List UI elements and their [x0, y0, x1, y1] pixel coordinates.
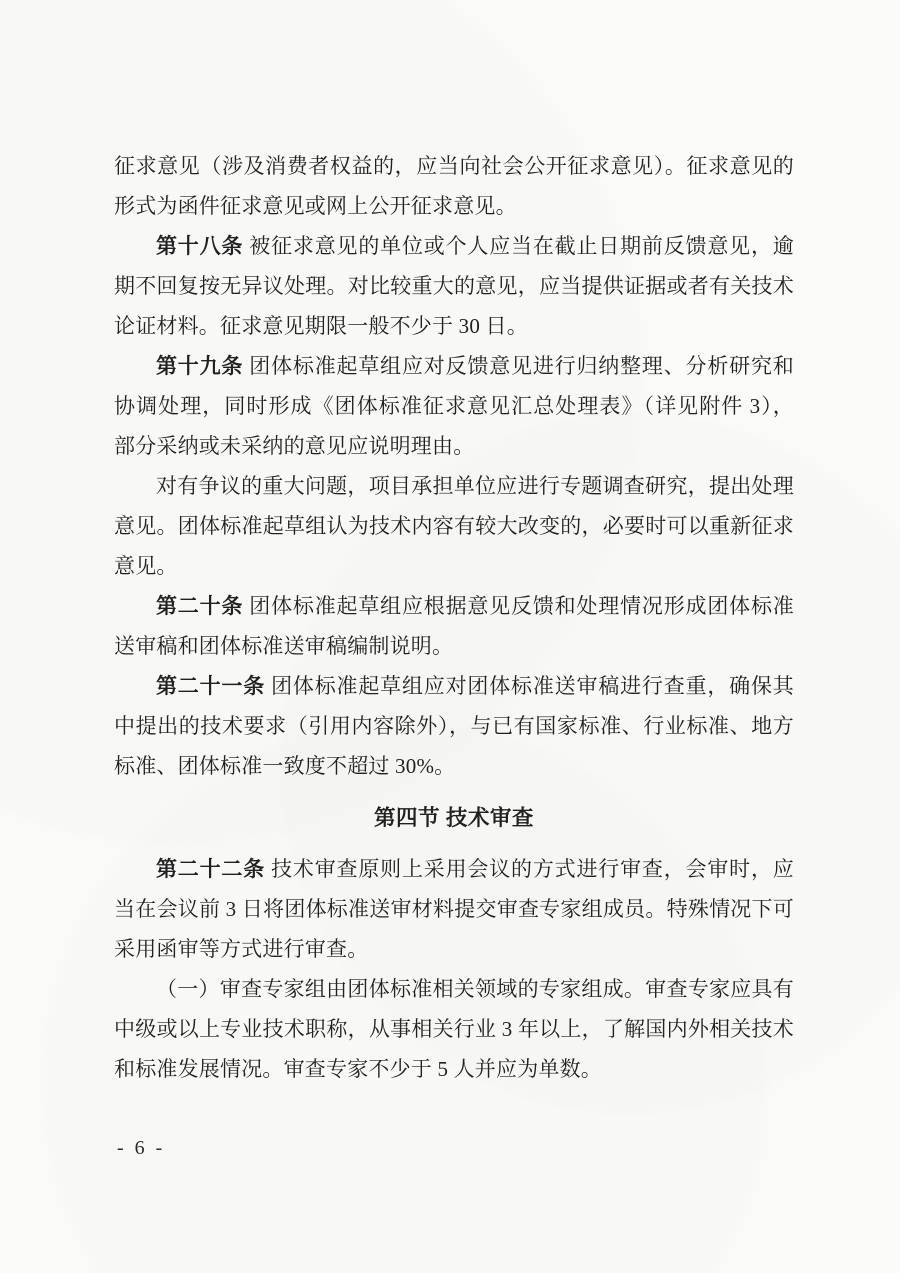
- text-line: [114, 586, 794, 626]
- line-text: 形式为函件征求意见或网上公开征求意见。: [114, 194, 517, 218]
- text-line: [114, 186, 794, 226]
- line-text: 和标准发展情况。审查专家不少于 5 人并应为单数。: [114, 1057, 602, 1081]
- line-text: 团体标准起草组应根据意见反馈和处理情况形成团体标准: [243, 594, 794, 618]
- section-heading: 第四节 技术审查: [374, 806, 534, 830]
- document-body: [114, 146, 794, 1089]
- text-line: [114, 386, 794, 426]
- text-line: [114, 1049, 794, 1089]
- line-text: 期不回复按无异议处理。对比较重大的意见，应当提供证据或者有关技术: [114, 274, 794, 298]
- line-text: （一）审查专家组由团体标准相关领域的专家组成。审查专家应具有: [156, 977, 794, 1001]
- line-text: 部分采纳或未采纳的意见应说明理由。: [114, 434, 475, 458]
- line-text: 团体标准起草组应对反馈意见进行归纳整理、分析研究和: [243, 354, 794, 378]
- text-line: [114, 226, 794, 266]
- line-text: 当在会议前 3 日将团体标准送审材料提交审查专家组成员。特殊情况下可: [114, 897, 794, 921]
- page-number: - 6 -: [117, 1137, 166, 1159]
- line-text: 团体标准起草组应对团体标准送审稿进行查重，确保其: [265, 674, 794, 698]
- text-line: [114, 666, 794, 706]
- article-number: 第十九条: [156, 354, 244, 378]
- text-line: [114, 746, 794, 786]
- text-line: [114, 706, 794, 746]
- article-number: 第十八条: [156, 234, 244, 258]
- line-text: 征求意见（涉及消费者权益的，应当向社会公开征求意见）。征求意见的: [114, 154, 794, 178]
- line-text: 意见。团体标准起草组认为技术内容有较大改变的，必要时可以重新征求: [114, 514, 794, 538]
- text-line: [114, 929, 794, 969]
- line-text: 采用函审等方式进行审查。: [114, 937, 369, 961]
- text-line: [114, 466, 794, 506]
- line-text: 送审稿和团体标准送审稿编制说明。: [114, 634, 454, 658]
- text-line: [114, 849, 794, 889]
- line-text: 中级或以上专业技术职称，从事相关行业 3 年以上，了解国内外相关技术: [114, 1017, 794, 1041]
- line-text: 对有争议的重大问题，项目承担单位应进行专题调查研究，提出处理: [156, 474, 794, 498]
- text-line: [114, 546, 794, 586]
- article-number: 第二十一条: [156, 674, 266, 698]
- text-line: [114, 426, 794, 466]
- line-text: 协调处理，同时形成《团体标准征求意见汇总处理表》（详见附件 3），: [114, 394, 794, 418]
- text-line: [114, 306, 794, 346]
- line-text: 技术审查原则上采用会议的方式进行审查，会审时，应: [265, 857, 794, 881]
- text-line: [114, 889, 794, 929]
- line-text: 论证材料。征求意见期限一般不少于 30 日。: [114, 314, 528, 338]
- text-line: [114, 146, 794, 186]
- text-line: [114, 1009, 794, 1049]
- text-line: [114, 626, 794, 666]
- line-text: 标准、团体标准一致度不超过 30%。: [114, 754, 456, 778]
- text-line: [114, 969, 794, 1009]
- line-text: 被征求意见的单位或个人应当在截止日期前反馈意见，逾: [243, 234, 794, 258]
- text-line: [114, 346, 794, 386]
- text-line: [114, 266, 794, 306]
- line-text: 中提出的技术要求（引用内容除外），与已有国家标准、行业标准、地方: [114, 714, 794, 738]
- article-number: 第二十二条: [156, 857, 266, 881]
- section-body: [114, 849, 794, 1089]
- article-number: 第二十条: [156, 594, 244, 618]
- line-text: 意见。: [114, 554, 178, 578]
- text-line: [114, 506, 794, 546]
